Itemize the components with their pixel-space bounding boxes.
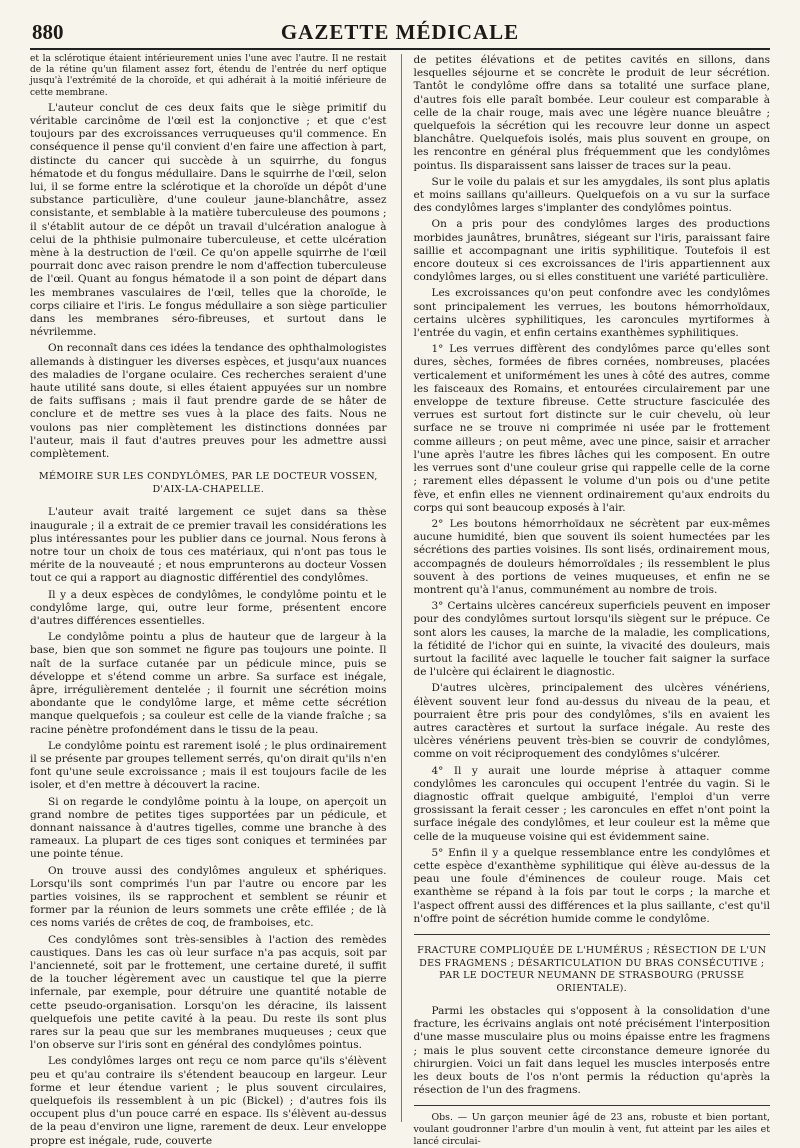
paragraph: Les excroissances qu'on peut confondre avec les condylômes sont principalement les verrues, les boutons hémorrhoïdaux, certains ulcères syphilitiques, les caroncules myrtiformes à l'entrée du vagin, et enfin certains exanthèmes syphilitiques.: [413, 287, 770, 340]
paragraph: 2° Les boutons hémorrhoïdaux ne sécrètent par eux-mêmes aucune humidité, bien que souvent ils soient humectées par les sécrétions des parties voisines. Ils sont lisés, ordinairement mous, accompagnés de douleurs hémorroïdales ; ils ressemblent le plus souvent à des portions de veines muqueuses, et enfin ne se montrent qu'à l'anus, communément au nombre de trois.: [413, 517, 770, 596]
paragraph: On a pris pour des condylômes larges des productions morbides jaunâtres, brunâtres, siégeant sur l'iris, paraissant faire saillie et accompagnant une iritis syphilitique. Toutefois il est encore douteux si ces excroissances de l'iris appartiennent aux condylômes larges, ou si elles constituent une variété particulière.: [413, 218, 770, 284]
paragraph: On trouve aussi des condylômes anguleux et sphériques. Lorsqu'ils sont comprimés l'un par l'autre ou encore par les parties voisines, ils se rapprochent et semblent se réunir et former par la réunion de leurs sommets une crête effilée ; de là ces noms variés de crêtes de coq, de framboises, etc.: [30, 864, 387, 930]
section-heading: MÉMOIRE SUR LES CONDYLÔMES, PAR LE DOCTEUR VOSSEN, D'AIX-LA-CHAPELLE.: [38, 471, 378, 495]
paragraph: Ces condylômes sont très-sensibles à l'action des remèdes caustiques. Dans les cas où leur surface n'a pas acquis, soit par l'ancienneté, soit par le frottement, une certaine dureté, il suffit de la toucher légèrement avec un caustique tel que la pierre infernale, par exemple, pour détruire une quantité notable de cette pseudo-organisation. Lorsqu'on les déracine, ils laissent quelquefois une petite cavité à la peau. Du reste ils sont plus rares sur la peau que sur les membranes muqueuses ; ceux que l'on observe sur l'iris sont en général des condylômes pointus.: [30, 933, 387, 1052]
masthead: [30, 18, 770, 50]
paragraph: Parmi les obstacles qui s'opposent à la consolidation d'une fracture, les écrivains anglais ont noté précisément l'interposition d'une masse musculaire plus ou moins épaisse entre les fragmens ; mais le plus souvent cette circonstance demeure ignorée du chirurgien. Voici un fait dans lequel les muscles interposés entre les deux bouts de l'os n'ont permis la réduction qu'après la résection de l'un des fragmens.: [413, 1005, 770, 1097]
left-column: [30, 54, 387, 1147]
observation-paragraph: Obs. — Un garçon meunier âgé de 23 ans, robuste et bien portant, voulant goudronner l'arbre d'un moulin à vent, fut atteint par les ailes et lancé circulai-: [413, 1112, 770, 1147]
paragraph: Il y a deux espèces de condylômes, le condylôme pointu et le condylôme large, qui, outre leur forme, présentent encore d'autres différences essentielles.: [30, 588, 387, 627]
paragraph: Le condylôme pointu est rarement isolé ; le plus ordinairement il se présente par groupes tellement serrés, qu'on dirait qu'ils n'en font qu'une seule excroissance ; mais il est toujours facile de les isoler, et d'en mettre à découvert la racine.: [30, 739, 387, 792]
intro-paragraph: et la sclérotique étaient intérieurement unies l'une avec l'autre. Il ne restait de la rétine qu'un filament assez fort, étendu de l'entrée du nerf optique jusqu'à l'extrémité de la choroïde, et qui adhérait à la moitié inférieure de cette membrane.: [30, 54, 387, 98]
journal-title: GAZETTE MÉDICALE: [280, 20, 520, 44]
paragraph: Sur le voile du palais et sur les amygdales, ils sont plus aplatis et moins saillans qu'ailleurs. Quelquefois on a vu sur la surface des condylômes larges s'implanter des condylômes pointus.: [413, 175, 770, 215]
section-divider: [414, 1105, 771, 1106]
paragraph: 3° Certains ulcères cancéreux superficiels peuvent en imposer pour des condylômes surtout lorsqu'ils siègent sur le prépuce. Ce sont alors les causes, la marche de la maladie, les complications, la fétidité de l'ichor qui en suinte, la vivacité des douleurs, mais surtout la facilité avec laquelle le toucher fait saigner la surface de l'ulcère qui éclairent le diagnostic.: [413, 600, 770, 679]
paragraph: de petites élévations et de petites cavités en sillons, dans lesquelles séjourne et se concrète le produit de leur sécrétion. Tantôt le condylôme offre dans sa totalité une surface plane, d'autres fois elle paraît bombée. Leur couleur est comparable à celle de la chair rouge, mais avec une légère nuance bleuâtre ; quelquefois la sécrétion qui les recouvre leur donne un aspect blanchâtre. Quelquefois isolés, mais plus souvent en groupe, on les rencontre en général plus fréquemment que les condylômes pointus. Ils disparaissent sans laisser de traces sur la peau.: [413, 54, 770, 172]
paragraph: L'auteur avait traité largement ce sujet dans sa thèse inaugurale ; il a extrait de ce premier travail les considérations les plus intéressantes pour les publier dans ce journal. Nous ferons à notre tour un choix de tous ces matériaux, qui n'ont pas tous le mérite de la nouveauté ; et nous emprunterons au docteur Vossen tout ce qui a rapport au diagnostic différentiel des condylômes.: [30, 506, 387, 585]
paragraph: D'autres ulcères, principalement des ulcères vénériens, élèvent souvent leur fond au-dessus du niveau de la peau, et pourraient être pris pour des condylômes, s'ils en avaient les autres caractères et surtout la surface inégale. Au reste des ulcères vénériens peuvent très-bien se couvrir de condylômes, comme on voit réciproquement des condylômes s'ulcérer.: [413, 682, 770, 761]
section-heading: FRACTURE COMPLIQUÉE DE L'HUMÉRUS ; RÉSECTION DE L'UN DES FRAGMENS ; DÉSARTICULATION DU BRAS CONSÉCUTIVE ; PAR LE DOCTEUR NEUMANN DE STRASBOURG (PRUSSE ORIENTALE).: [417, 945, 767, 994]
paragraph: 1° Les verrues diffèrent des condylômes parce qu'elles sont dures, sèches, formées de fibres cornées, nombreuses, placées verticalement et uniformément les unes à côté des autres, comme les faisceaux des Romains, et entourées circulairement par une enveloppe de texture fibreuse. Cette structure fasciculée des verrues est surtout fort distincte sur le cuir chevelu, où leur surface ne se trouve ni comprimée ni usée par le frottement comme ailleurs ; on peut même, avec une pince, saisir et arracher l'une après l'autre les fibres lâches qui les composent. En outre les verrues sont d'une couleur grise qui rappelle celle de la corne ; rarement elles dépassent le volume d'un pois ou d'une petite fève, et enfin elles ne viennent ordinairement qu'aux endroits du corps qui sont beaucoup exposés à l'air.: [413, 343, 770, 514]
paragraph: Les condylômes larges ont reçu ce nom parce qu'ils s'élèvent peu et qu'au contraire ils s'étendent beaucoup en largeur. Leur forme et leur étendue varient ; le plus souvent circulaires, quelquefois ils ressemblent à un pic (Bickel) ; d'autres fois ils occupent plus d'un pouce carré en espace. Ils s'élèvent au-dessus de la peau d'environ une ligne, rarement de deux. Leur enveloppe propre est inégale, rude, couverte: [30, 1055, 387, 1147]
paragraph: On reconnaît dans ces idées la tendance des ophthalmologistes allemands à distinguer les diverses espèces, et jusqu'aux nuances des maladies de l'organe oculaire. Ces recherches seraient d'une haute utilité sans doute, si elles étaient appuyées sur un nombre de faits suffisans ; mais il faut prendre garde de se hâter de conclure et de mettre ses vues à la place des faits. Nous ne voulons pas nier complètement les distinctions données par l'auteur, mais il faut d'autres preuves pour les admettre aussi complètement.: [30, 342, 387, 461]
paragraph: 5° Enfin il y a quelque ressemblance entre les condylômes et cette espèce d'exanthème syphilitique qui élève au-dessus de la peau une foule d'éminences de couleur rouge. Mais cet exanthème se répand à la fois par tout le corps ; la marche et l'aspect offrent aussi des différences et la plus saillante, c'est qu'il n'offre point de sécrétion humide comme le condylôme.: [413, 846, 770, 925]
paragraph: 4° Il y aurait une lourde méprise à attaquer comme condylômes les caroncules qui occupent l'entrée du vagin. Si le diagnostic offrait quelque ambiguité, l'emploi d'un verre grossissant la ferait cesser ; les caroncules en effet n'ont point la surface inégale des condylômes, et leur couleur est la même que celle de la muqueuse voisine qui est évidemment saine.: [413, 764, 770, 843]
paragraph: Si on regarde le condylôme pointu à la loupe, on aperçoit un grand nombre de petites tiges supportées par un pédicule, et donnant naissance à d'autres tigelles, comme une branche à des rameaux. La plupart de ces tiges sont coniques et terminées par une pointe ténue.: [30, 795, 387, 861]
article-columns: [30, 54, 770, 1147]
page-number: 880: [32, 20, 64, 44]
section-divider: [414, 934, 771, 935]
paragraph: Le condylôme pointu a plus de hauteur que de largeur à la base, bien que son sommet ne figure pas toujours une pointe. Il naît de la surface cutanée par un pédicule mince, puis se développe et s'étend comme un arbre. Sa surface est inégale, âpre, irrégulièrement dentelée ; il fournit une sécrétion moins abondante que le condylôme large, et même cette sécrétion manque quelquefois ; sa couleur est celle de la viande fraîche ; sa racine pénètre profondément dans le tissu de la peau.: [30, 631, 387, 736]
paragraph: L'auteur conclut de ces deux faits que le siège primitif du véritable carcinôme de l'œil est la conjonctive ; et que c'est toujours par des excroissances verruqueuses qu'il commence. En conséquence il pense qu'il convient d'en faire une affection à part, distincte du cancer qui succède à un squirrhe, du fongus hématode et du fongus médullaire. Dans le squirrhe de l'œil, selon lui, il se forme entre la sclérotique et la choroïde un dépôt d'une substance particulière, d'une couleur jaune-blanchâtre, assez consistante, et semblable à la matière tuberculeuse des poumons ; il s'établit autour de ce dépôt un travail d'ulcération analogue à celui de la phthisie pulmonaire tuberculeuse, et cette ulcération mène à la destruction de l'œil. Ce qu'on appelle squirrhe de l'œil pourrait donc avec raison prendre le nom d'affection tuberculeuse de l'œil. Quant au fongus hématode il a son point de départ dans les membranes vasculaires de l'œil, telles que la choroïde, le corps ciliaire et l'iris. Le fongus médullaire a son siège particulier dans les membranes séro-fibreuses, et surtout dans le névrilemme.: [30, 101, 387, 339]
right-column: [401, 54, 771, 1147]
